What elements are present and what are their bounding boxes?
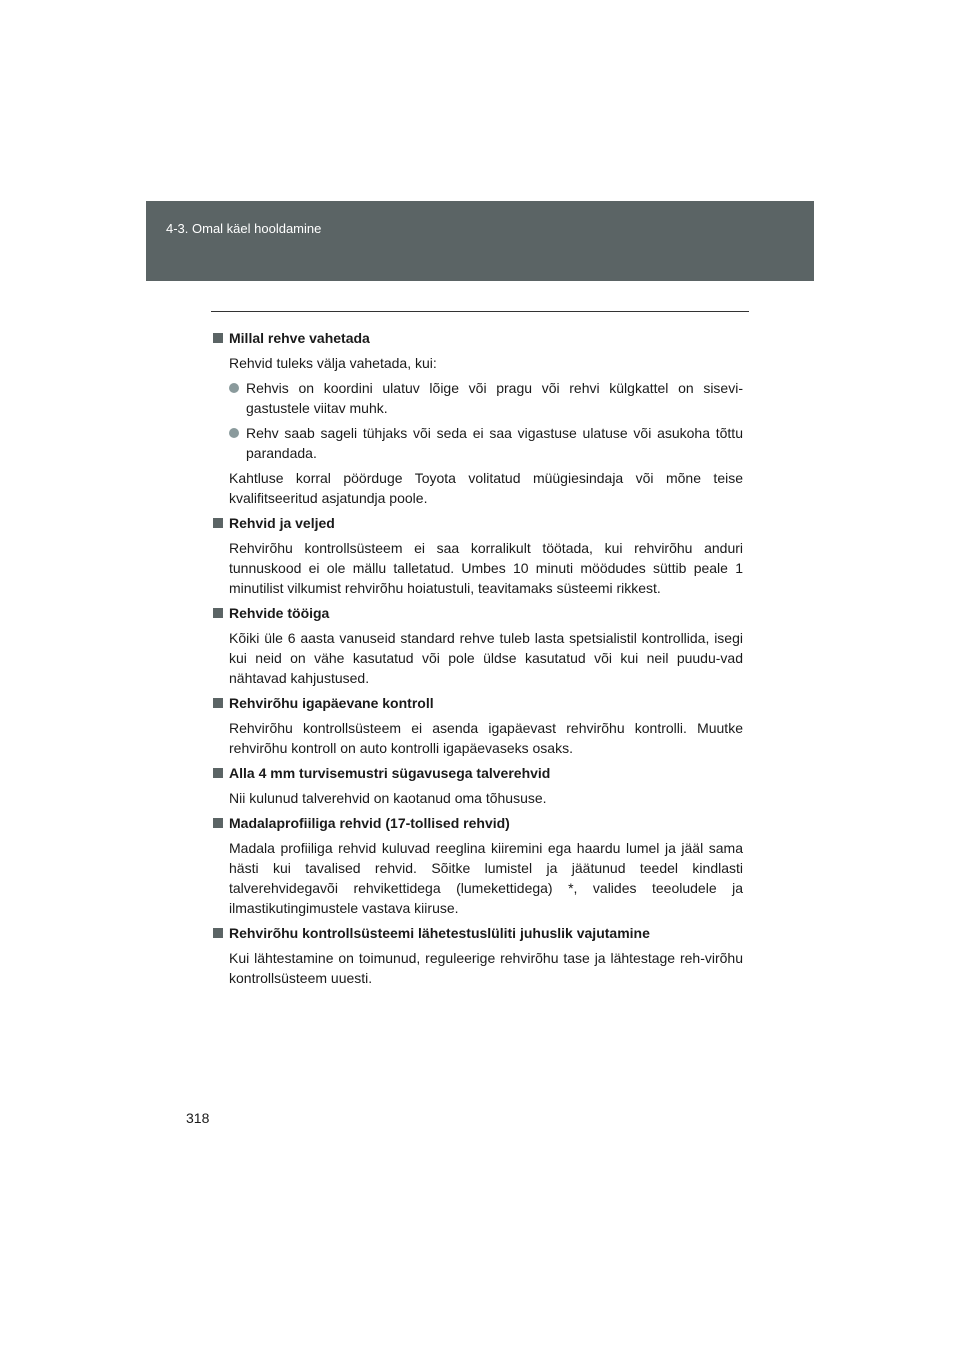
- section-outro: Kahtluse korral pöörduge Toyota volitatud müügiesindaja või mõne teise kvalifitseeritud asjatundja poole.: [229, 470, 743, 506]
- section-body: Nii kulunud talverehvid on kaotanud oma tõhususe.: [229, 790, 547, 806]
- section-body: Madala profiiliga rehvid kuluvad reeglina kiiremini ega haardu lumel ja jääl sama hästi kui tavalised rehvid. Sõitke lumistel ja jäätunud teedel kindlasti talverehvidegavõi rehvikettidega (lumekettidega) *, valides teeoludele ja ilmastikutingimustele vastava kiiruse.: [229, 840, 743, 916]
- square-bullet-icon: [213, 768, 223, 778]
- section-heading: Rehvid ja veljed: [213, 513, 743, 533]
- section-heading: Rehvirõhu kontrollsüsteemi lähetestuslüliti juhuslik vajutamine: [213, 923, 743, 943]
- square-bullet-icon: [213, 608, 223, 618]
- section-heading: Rehvirõhu igapäevane kontroll: [213, 693, 743, 713]
- chapter-header: [146, 201, 814, 281]
- section-heading: Madalaprofiiliga rehvid (17-tollised rehvid): [213, 813, 743, 833]
- section-heading: Millal rehve vahetada: [213, 328, 743, 348]
- section-low-profile-tires: [213, 813, 743, 918]
- section-intro: Rehvid tuleks välja vahetada, kui:: [229, 355, 437, 371]
- section-tire-lifespan: [213, 603, 743, 688]
- bullet-item: Rehv saab sageli tühjaks või seda ei saa vigastuse ulatuse või asukoha tõttu parandada.: [213, 423, 743, 463]
- section-heading: Alla 4 mm turvisemustri sügavusega talverehvid: [213, 763, 743, 783]
- section-tires-and-rims: [213, 513, 743, 598]
- section-reset-switch: [213, 923, 743, 988]
- bullet-item: Rehvis on koordini ulatuv lõige või pragu või rehvi külgkattel on sisevi-gastustele viitav muhk.: [213, 378, 743, 418]
- round-bullet-icon: [229, 428, 239, 438]
- section-body: Kui lähtestamine on toimunud, reguleerige rehvirõhu tase ja lähtestage reh-virõhu kontrollsüsteem uuesti.: [229, 950, 743, 986]
- square-bullet-icon: [213, 333, 223, 343]
- page-content: [213, 328, 743, 993]
- section-body: Rehvirõhu kontrollsüsteem ei asenda igapäevast rehvirõhu kontrolli. Muutke rehvirõhu kontroll on auto kontrolli igapäevaseks osaks.: [229, 720, 743, 756]
- round-bullet-icon: [229, 383, 239, 393]
- square-bullet-icon: [213, 818, 223, 828]
- square-bullet-icon: [213, 928, 223, 938]
- section-body: Rehvirõhu kontrollsüsteem ei saa korralikult töötada, kui rehvirõhu anduri tunnuskood ei ole mällu talletatud. Umbes 10 minuti möödudes süttib peale 1 minutilist vilkumist rehvirõhu hoiatustuli, teavitamaks süsteemi rikkest.: [229, 540, 743, 596]
- page-number: 318: [186, 1110, 210, 1126]
- chapter-title: 4-3. Omal käel hooldamine: [166, 221, 322, 236]
- square-bullet-icon: [213, 518, 223, 528]
- section-body: Kõiki üle 6 aasta vanuseid standard rehve tuleb lasta spetsialistil kontrollida, isegi kui neid on vähe kasutatud või pole üldse kasutatud või kui neil puudu-vad nähtavad kahjustused.: [229, 630, 743, 686]
- section-when-to-replace: [213, 328, 743, 508]
- square-bullet-icon: [213, 698, 223, 708]
- section-divider: [211, 311, 749, 312]
- section-daily-pressure-check: [213, 693, 743, 758]
- section-winter-tires-tread: [213, 763, 743, 808]
- section-heading: Rehvide tööiga: [213, 603, 743, 623]
